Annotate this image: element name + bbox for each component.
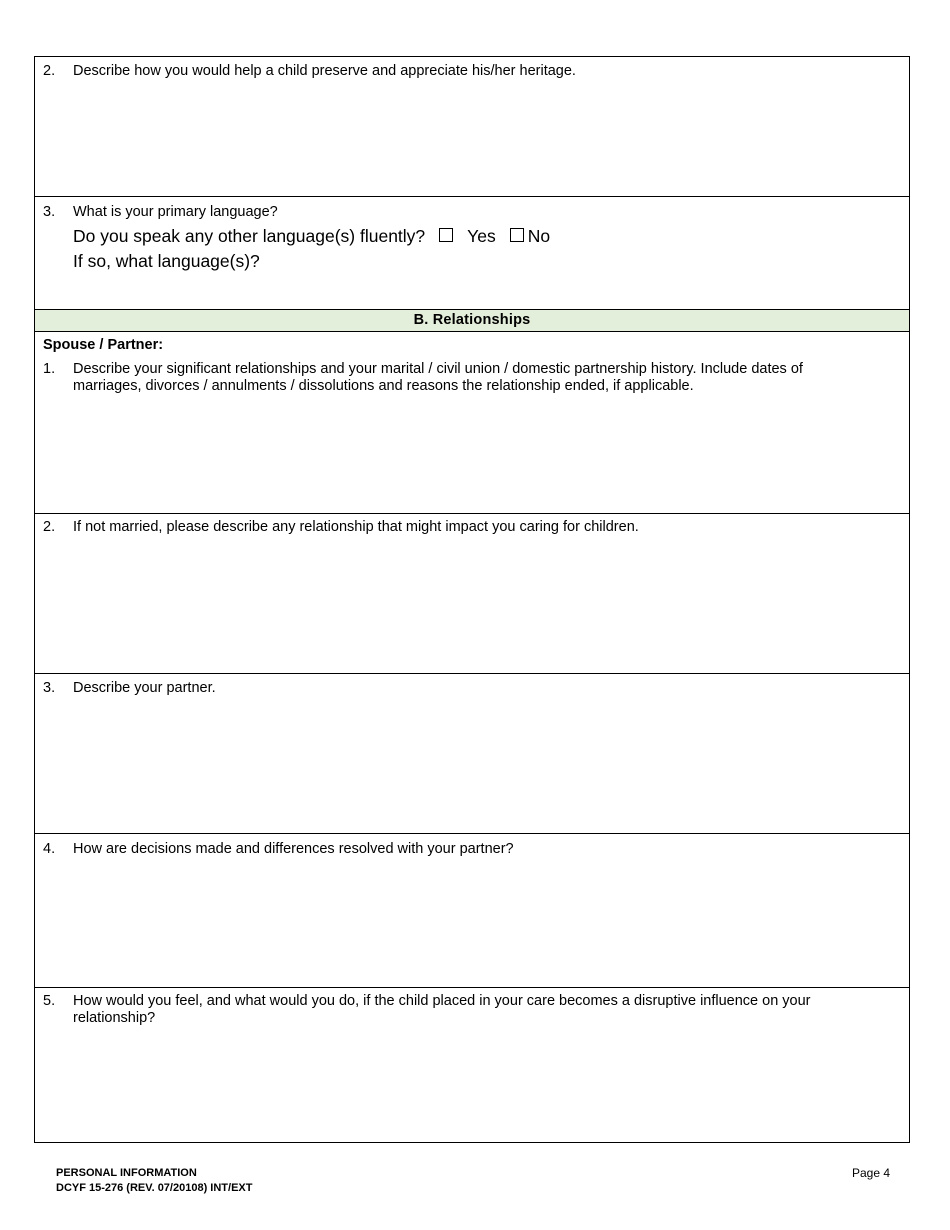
fluent-question: Do you speak any other language(s) fluently? bbox=[73, 226, 426, 246]
question-number: 2. bbox=[43, 63, 56, 79]
question-text: Describe your significant relationships and your marital / civil union / domestic partnership history. Include dates of marriages, divorces / annulments / dissolutions and reasons the relationship ended, if applicable. bbox=[73, 361, 803, 394]
question-number: 1. bbox=[43, 361, 56, 377]
question-row-relationship-history[interactable] bbox=[35, 332, 909, 514]
question-row-language bbox=[35, 197, 909, 309]
question-text: Describe how you would help a child preserve and appreciate his/her heritage. bbox=[73, 63, 576, 79]
question-row-disruptive-influence[interactable] bbox=[35, 988, 909, 1142]
yes-label: Yes bbox=[467, 226, 496, 246]
question-row-describe-partner[interactable] bbox=[35, 674, 909, 834]
language-followup: If so, what language(s)? bbox=[73, 251, 260, 271]
question-row-not-married[interactable] bbox=[35, 514, 909, 674]
question-number: 2. bbox=[43, 519, 56, 535]
question-row-heritage[interactable] bbox=[35, 57, 909, 197]
footer-form-id: DCYF 15-276 (REV. 07/20108) INT/EXT bbox=[56, 1182, 253, 1194]
question-row-decisions[interactable] bbox=[35, 834, 909, 988]
question-text: Describe your partner. bbox=[73, 680, 216, 696]
page-number: Page 4 bbox=[852, 1166, 891, 1180]
section-header-relationships: B. Relationships bbox=[35, 309, 909, 332]
subheading-spouse-partner: Spouse / Partner: bbox=[43, 337, 164, 353]
question-text: What is your primary language? bbox=[73, 204, 278, 220]
no-checkbox[interactable] bbox=[510, 228, 524, 242]
footer-title: PERSONAL INFORMATION bbox=[56, 1167, 197, 1179]
yes-checkbox[interactable] bbox=[439, 228, 453, 242]
no-label: No bbox=[527, 226, 551, 246]
question-number: 5. bbox=[43, 993, 56, 1009]
question-text: If not married, please describe any relationship that might impact you caring for children. bbox=[73, 519, 639, 535]
question-text: How would you feel, and what would you do, if the child placed in your care becomes a disruptive influence on your relationship? bbox=[73, 993, 811, 1026]
question-number: 4. bbox=[43, 841, 56, 857]
footer-form-info bbox=[56, 1166, 252, 1196]
question-text: How are decisions made and differences resolved with your partner? bbox=[73, 841, 514, 857]
question-number: 3. bbox=[43, 204, 56, 220]
question-number: 3. bbox=[43, 680, 56, 696]
form-page bbox=[34, 56, 910, 1143]
